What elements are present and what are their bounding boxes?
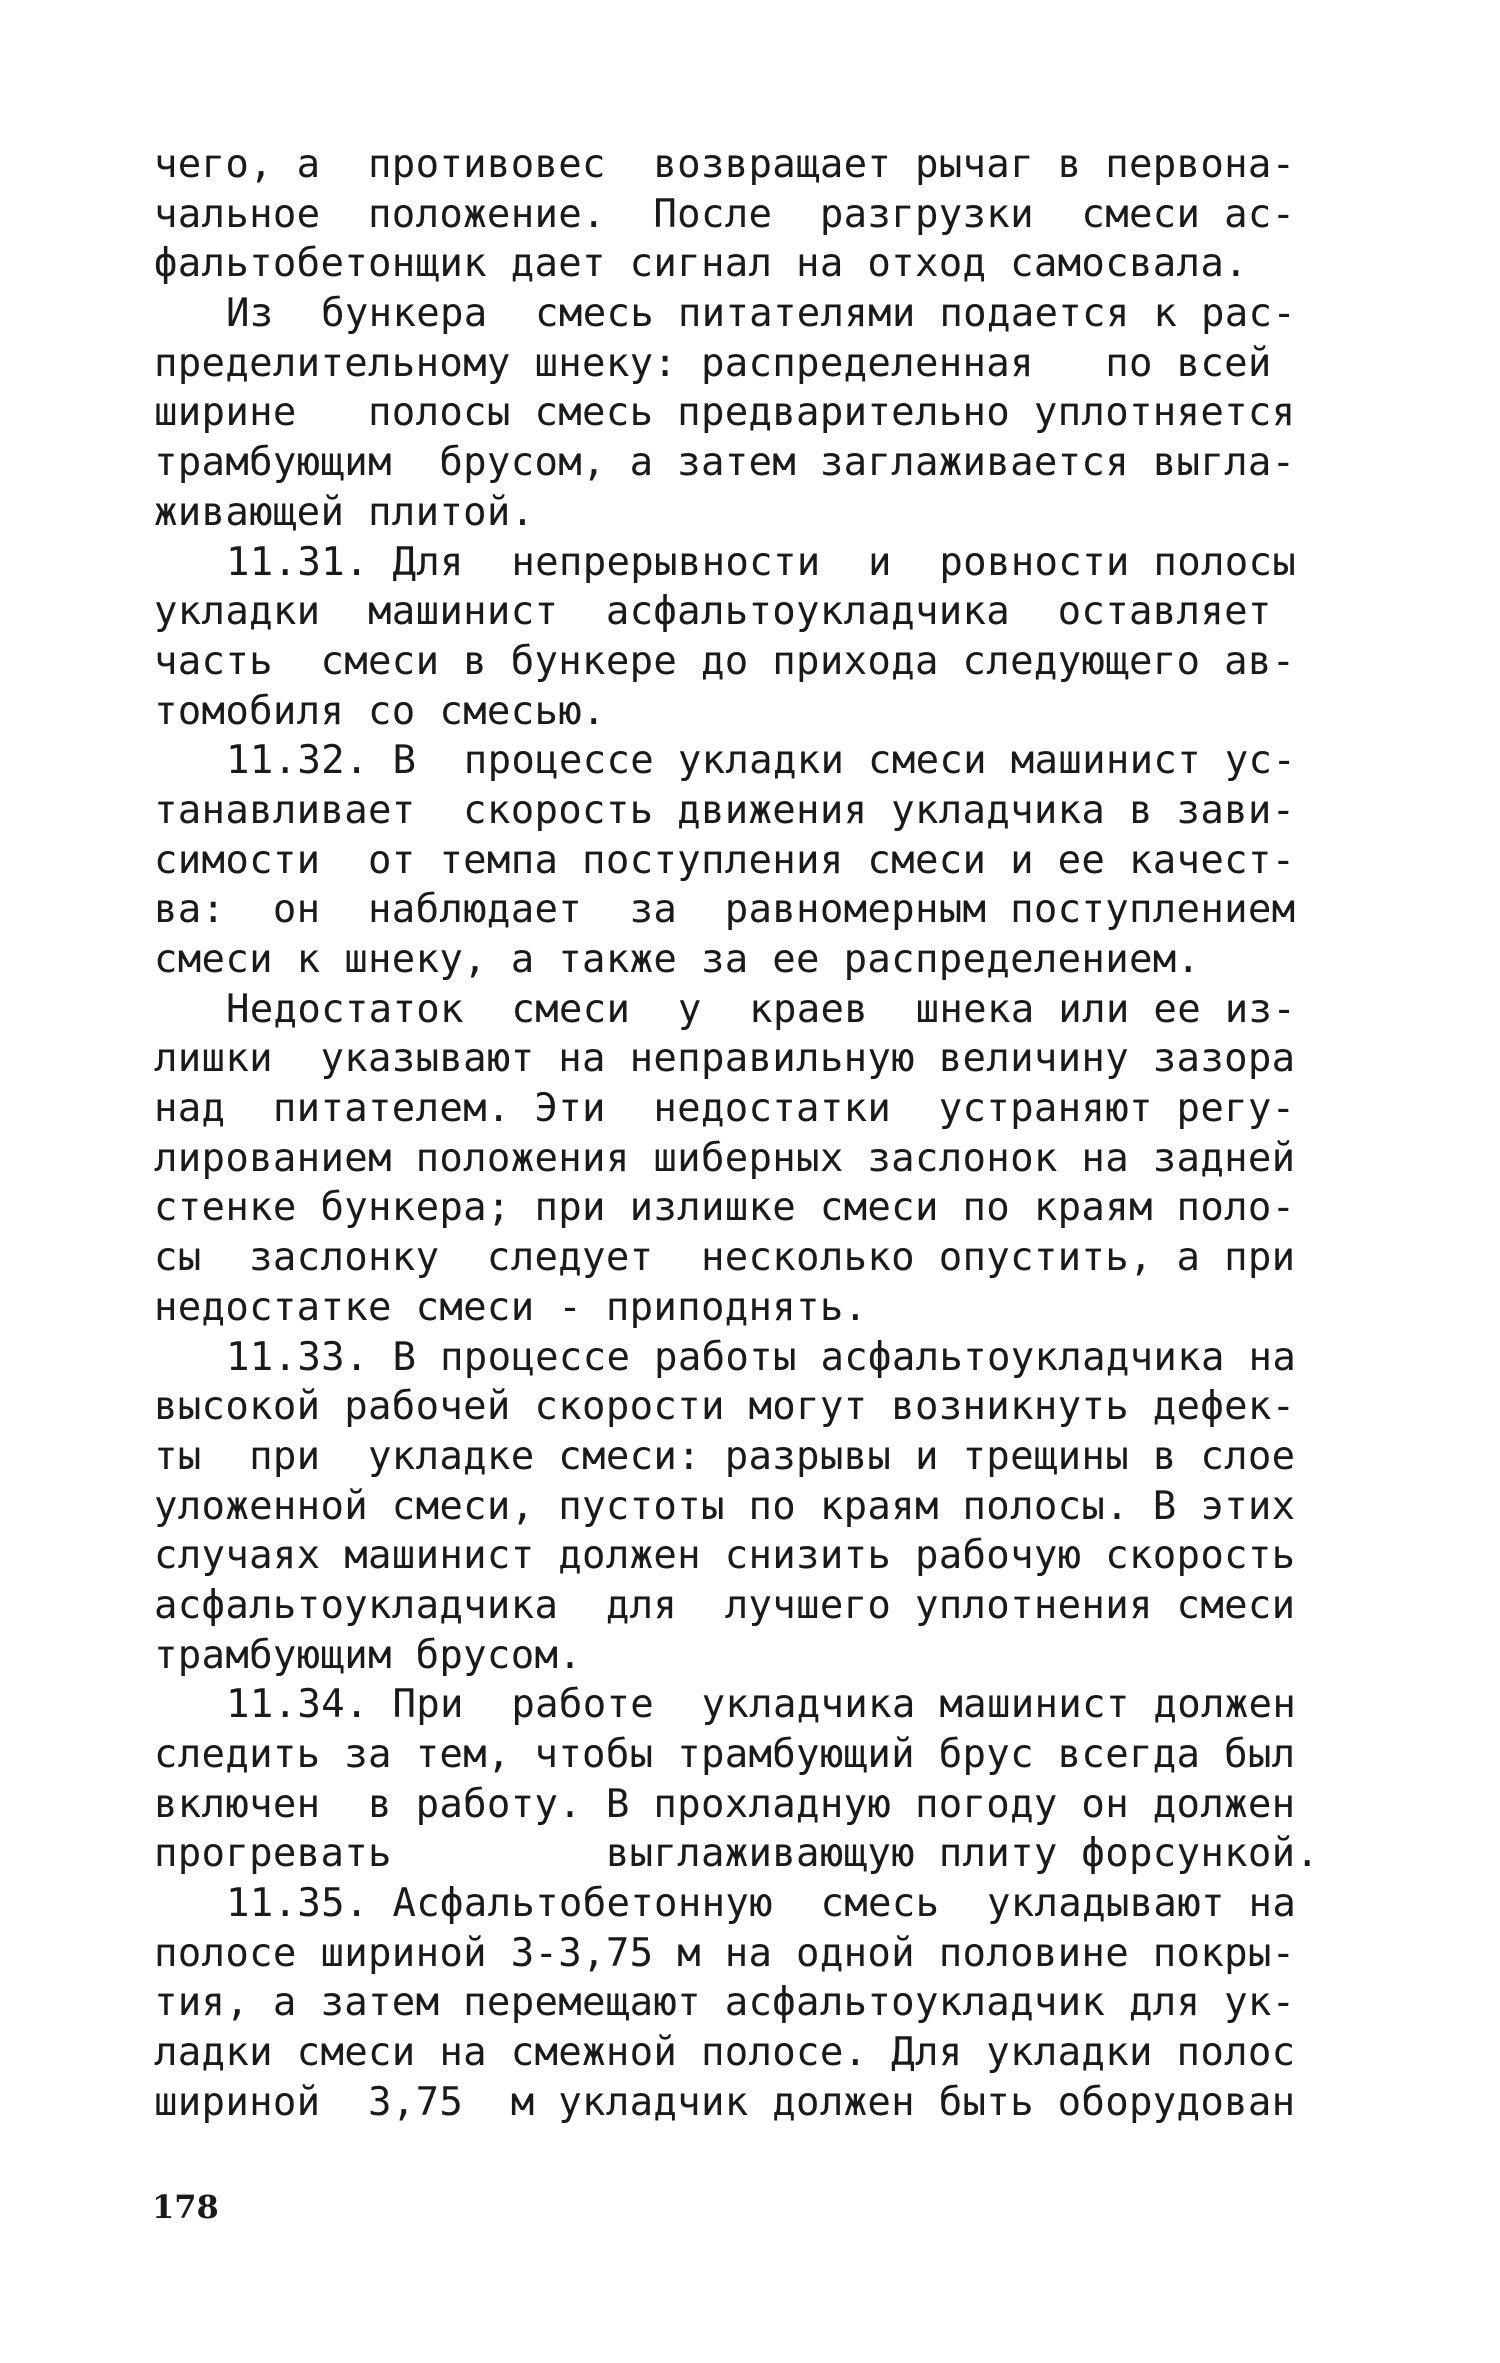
text-line: асфальтоукладчика для лучшего уплотнения смеси — [154, 1582, 1296, 1628]
text-line: фальтобетонщик дает сигнал на отход самосвала. — [154, 241, 1248, 287]
text-line: танавливает скорость движения укладчика в зави- — [154, 787, 1296, 833]
text-line: высокой рабочей скорости могут возникнуть дефек- — [154, 1384, 1296, 1430]
text-line: Из бункера смесь питателями подается к рас- — [226, 291, 1297, 337]
text-line: шириной 3,75 м укладчик должен быть оборудован — [154, 2079, 1296, 2125]
text-line: ва: он наблюдает за равномерным поступлением — [154, 887, 1296, 933]
text-line: смеси к шнеку, а также за ее распределением. — [154, 937, 1201, 982]
text-line: лированием положения шиберных заслонок на задней — [154, 1135, 1296, 1181]
text-line: 11.35. Асфальтобетонную смесь укладывают на — [226, 1881, 1297, 1927]
text-line: тия, а затем перемещают асфальтоукладчик для ук- — [154, 1980, 1296, 2026]
text-line: чего, а противовес возвращает рычаг в первона- — [154, 142, 1296, 187]
text-line: чальное положение. После разгрузки смеси ас- — [154, 191, 1296, 237]
text-line: прогревать выглаживающую плиту форсункой. — [154, 1831, 1320, 1877]
text-line: случаях машинист должен снизить рабочую скорость — [154, 1533, 1296, 1579]
text-line: недостатке смеси - приподнять. — [154, 1284, 868, 1330]
text-line: Недостаток смеси у краев шнека или ее из- — [226, 986, 1297, 1032]
text-line: сы заслонку следует несколько опустить, а при — [154, 1235, 1296, 1281]
page-number: 178 — [152, 2188, 219, 2226]
text-line: трамбующим брусом. — [154, 1632, 583, 1678]
text-line: пределительному шнеку: распределенная по всей — [154, 340, 1272, 386]
text-line: 11.33. В процессе работы асфальтоукладчика на — [226, 1334, 1297, 1380]
text-line: включен в работу. В прохладную погоду он должен — [154, 1781, 1296, 1827]
text-line: трамбующим брусом, а затем заглаживается выгла- — [154, 440, 1296, 486]
text-line: ширине полосы смесь предварительно уплотняется — [154, 390, 1296, 436]
text-line: следить за тем, чтобы трамбующий брус всегда был — [154, 1732, 1296, 1777]
text-line: томобиля со смесью. — [154, 688, 606, 734]
body-text — [154, 140, 1354, 2128]
text-line: стенке бункера; при излишке смеси по краям поло- — [154, 1185, 1296, 1231]
text-line: 11.31. Для непрерывности и ровности полосы — [226, 539, 1297, 585]
text-line: над питателем. Эти недостатки устраняют регу- — [154, 1086, 1296, 1132]
text-line: ладки смеси на смежной полосе. Для укладки полос — [154, 2030, 1296, 2076]
text-line: полосе шириной 3-3,75 м на одной половине покры- — [154, 1930, 1296, 1976]
text-line: 11.34. При работе укладчика машинист должен — [226, 1682, 1297, 1728]
text-line: уложенной смеси, пустоты по краям полосы. В этих — [154, 1483, 1296, 1529]
text-line: лишки указывают на неправильную величину зазора — [154, 1036, 1296, 1082]
text-line: укладки машинист асфальтоукладчика оставляет — [154, 589, 1272, 635]
text-line: симости от темпа поступления смеси и ее качест- — [154, 837, 1296, 883]
text-line: часть смеси в бункере до прихода следующего ав- — [154, 638, 1296, 684]
text-line: ты при укладке смеси: разрывы и трещины в слое — [154, 1433, 1296, 1479]
text-line: живающей плитой. — [154, 489, 535, 535]
text-line: 11.32. В процессе укладки смеси машинист ус- — [226, 738, 1297, 784]
